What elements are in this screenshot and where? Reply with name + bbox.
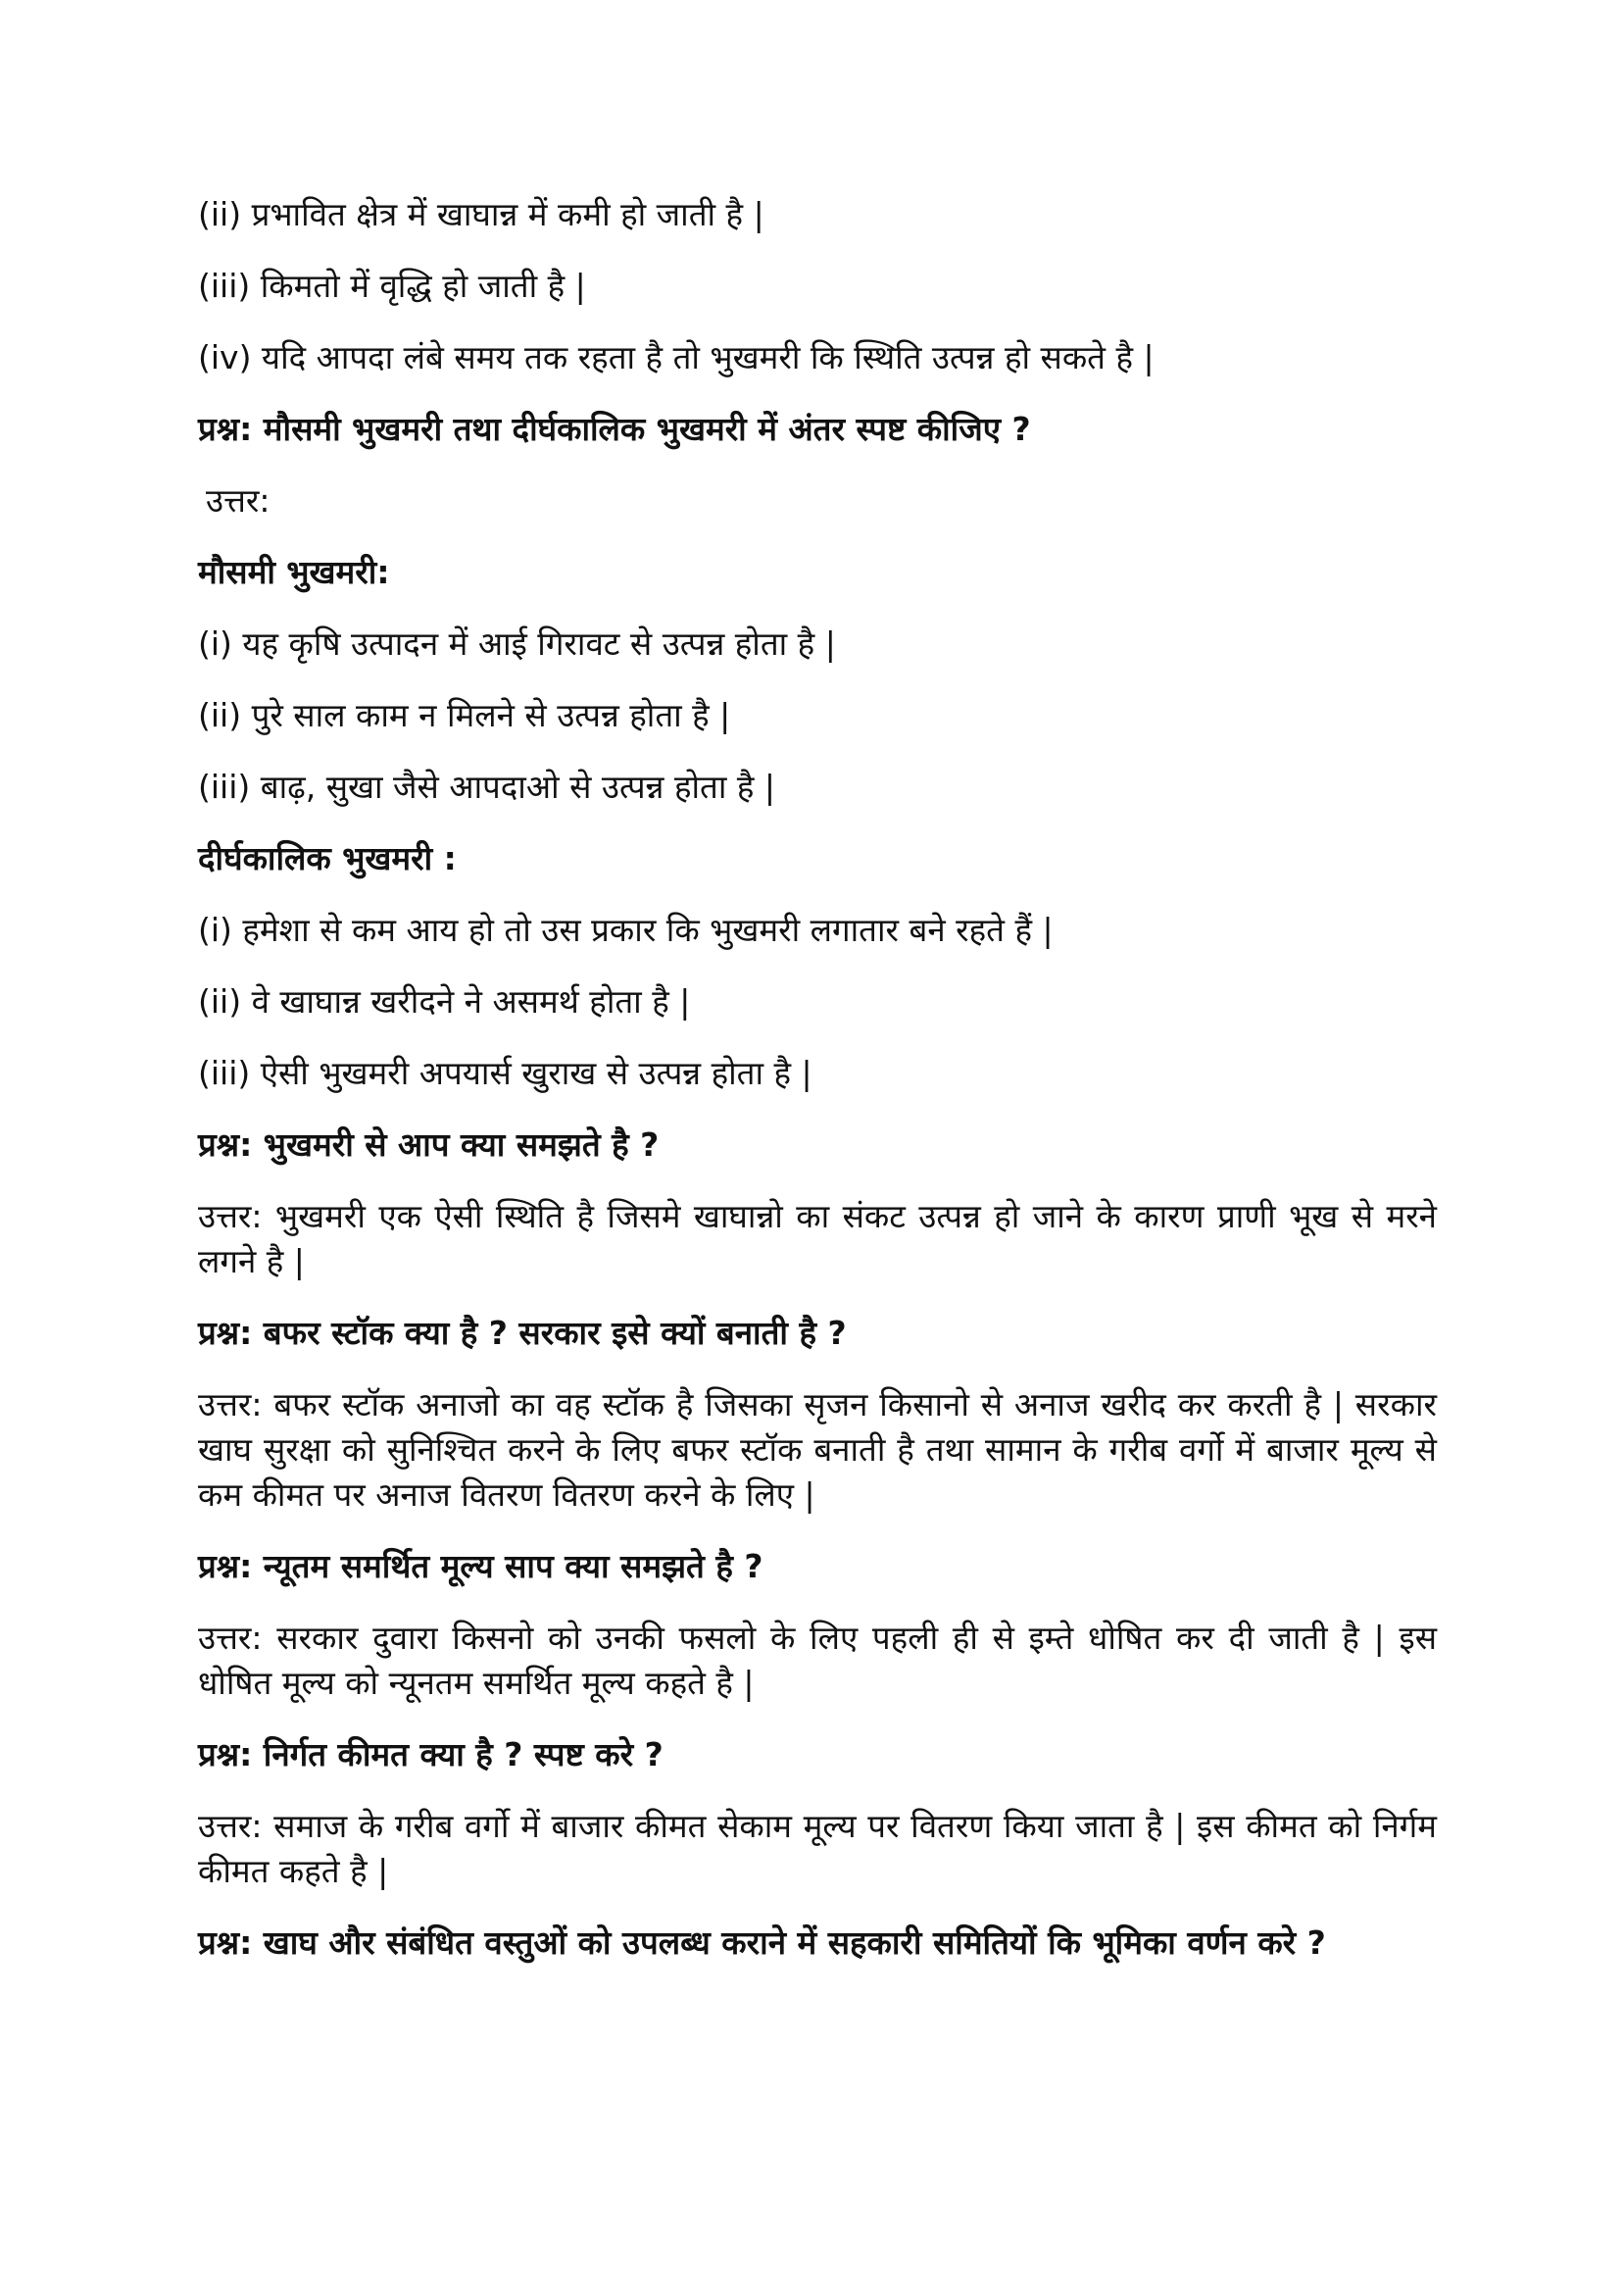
list-item: (i) यह कृषि उत्पादन में आई गिरावट से उत्पन्न होता है | bbox=[198, 624, 836, 663]
list-item: (iii) बाढ़, सुखा जैसे आपदाओ से उत्पन्न होता है | bbox=[198, 768, 775, 806]
seasonal-hunger-heading: मौसमी भुखमरी: bbox=[198, 553, 390, 591]
question-minimum-support-price: प्रश्न: न्यूतम समर्थित मूल्य साप क्या समझते है ? bbox=[198, 1547, 763, 1585]
list-item: (ii) प्रभावित क्षेत्र में खाघान्न में कमी हो जाती है | bbox=[198, 195, 764, 233]
list-item: (iii) ऐसी भुखमरी अपयार्स खुराख से उत्पन्न होता है | bbox=[198, 1054, 812, 1092]
answer-buffer-stock: उत्तर: बफर स्टॉक अनाजो का वह स्टॉक है जिसका सृजन किसानो से अनाज खरीद कर करती है | सरकार खाघ सुरक्षा को सुनिश्चित करने के लिए बफर स्टॉक बनाती है तथा सामान के गरीब वर्गो में बाजार मूल्य से कम कीमत पर अनाज वितरण वितरण करने के लिए | bbox=[198, 1385, 1437, 1514]
question-buffer-stock: प्रश्न: बफर स्टॉक क्या है ? सरकार इसे क्यों बनाती है ? bbox=[198, 1314, 847, 1352]
list-item: (i) हमेशा से कम आय हो तो उस प्रकार कि भुखमरी लगातार बने रहते हैं | bbox=[198, 911, 1054, 949]
list-item: (iv) यदि आपदा लंबे समय तक रहता है तो भुखमरी कि स्थिति उत्पन्न हो सकते है | bbox=[198, 338, 1155, 376]
document-page bbox=[198, 192, 1437, 1992]
list-item: (iii) किमतो में वृद्धि हो जाती है | bbox=[198, 267, 586, 305]
chronic-hunger-heading: दीर्घकालिक भुखमरी : bbox=[198, 839, 457, 877]
answer-minimum-support-price: उत्तर: सरकार दुवारा किसनो को उनकी फसलो के लिए पहली ही से इम्ते धोषित कर दी जाती है | इस धोषित मूल्य को न्यूनतम समर्थित मूल्य कहते है | bbox=[198, 1619, 1437, 1702]
question-cooperatives-role: प्रश्न: खाघ और संबंधित वस्तुओं को उपलब्ध कराने में सहकारी समितियों कि भूमिका वर्णन करे ? bbox=[198, 1923, 1326, 1962]
answer-issue-price: उत्तर: समाज के गरीब वर्गो में बाजार कीमत सेकाम मूल्य पर वितरण किया जाता है | इस कीमत को निर्गम कीमत कहते है | bbox=[198, 1807, 1437, 1890]
answer-label: उत्तर: bbox=[206, 481, 270, 520]
question-seasonal-vs-chronic: प्रश्न: मौसमी भुखमरी तथा दीर्घकालिक भुखमरी में अंतर स्पष्ट कीजिए ? bbox=[198, 410, 1031, 448]
list-item: (ii) वे खाघान्न खरीदने ने असमर्थ होता है | bbox=[198, 982, 691, 1021]
question-hunger-meaning: प्रश्न: भुखमरी से आप क्या समझते है ? bbox=[198, 1125, 660, 1164]
question-issue-price: प्रश्न: निर्गत कीमत क्या है ? स्पष्ट करे ? bbox=[198, 1735, 664, 1773]
list-item: (ii) पुरे साल काम न मिलने से उत्पन्न होता है | bbox=[198, 696, 731, 734]
answer-hunger-meaning: उत्तर: भुखमरी एक ऐसी स्थिति है जिसमे खाघान्नो का संकट उत्पन्न हो जाने के कारण प्राणी भूख से मरने लगने है | bbox=[198, 1197, 1437, 1280]
